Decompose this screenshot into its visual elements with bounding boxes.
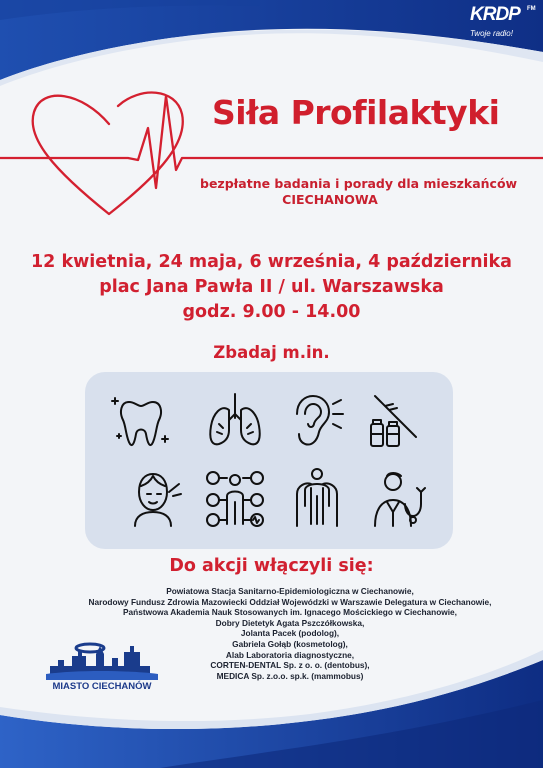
exams-heading: Zbadaj m.in.	[213, 343, 330, 362]
partner-line: MEDICA Sp. z.o.o. sp.k. (mammobus)	[216, 670, 364, 681]
partner-line: Powiatowa Stacja Sanitarno-Epidemiologiczna w Ciechanowie,	[166, 586, 414, 596]
ear-icon	[283, 388, 347, 452]
partners-heading: Do akcji włączyli się:	[169, 556, 374, 576]
city-logo-text: MIASTO CIECHANÓW	[52, 681, 152, 692]
krdp-logo: KRDP	[470, 4, 520, 25]
event-hours: godz. 9.00 - 14.00	[182, 302, 361, 322]
krdp-slogan: Twoje radio!	[470, 29, 513, 38]
doctor-icon	[365, 466, 429, 530]
page-title: Siła Profilaktyki	[212, 93, 500, 132]
lungs-icon	[203, 388, 267, 452]
diagnostics-icon	[203, 466, 267, 530]
event-info	[0, 250, 543, 325]
subtitle	[200, 176, 518, 208]
partner-line: Gabriela Gołąb (kosmetolog),	[232, 638, 348, 649]
exams-icon-panel	[85, 372, 453, 549]
tooth-icon	[109, 388, 173, 452]
partner-line: CORTEN-DENTAL Sp. z o. o. (dentobus),	[210, 660, 370, 671]
partner-line: Alab Laboratoria diagnostyczne,	[225, 649, 355, 660]
cosmetology-icon	[121, 466, 185, 530]
event-place: plac Jana Pawła II / ul. Warszawska	[99, 277, 444, 297]
event-dates: 12 kwietnia, 24 maja, 6 września, 4 października	[31, 252, 512, 272]
partner-line: Jolanta Pacek (podolog),	[240, 628, 340, 639]
krdp-fm-label: FM	[527, 6, 536, 12]
partner-line: Narodowy Fundusz Zdrowia Mazowiecki Oddział Wojewódzki w Warszawie Delegatura w Ciechanowie,	[88, 596, 492, 607]
partner-line: Państwowa Akademia Nauk Stosowanych im. Ignacego Mościckiego w Ciechanowie,	[123, 607, 457, 618]
city-skyline-logo	[46, 636, 158, 680]
vaccine-icon	[365, 388, 429, 452]
subtitle-line-1: bezpłatne badania i porady dla mieszkańców	[200, 176, 518, 191]
walking-aid-icon	[285, 466, 349, 530]
partner-line: Dobry Dietetyk Agata Pszczółkowska,	[215, 617, 365, 628]
subtitle-line-2: CIECHANOWA	[282, 192, 378, 207]
